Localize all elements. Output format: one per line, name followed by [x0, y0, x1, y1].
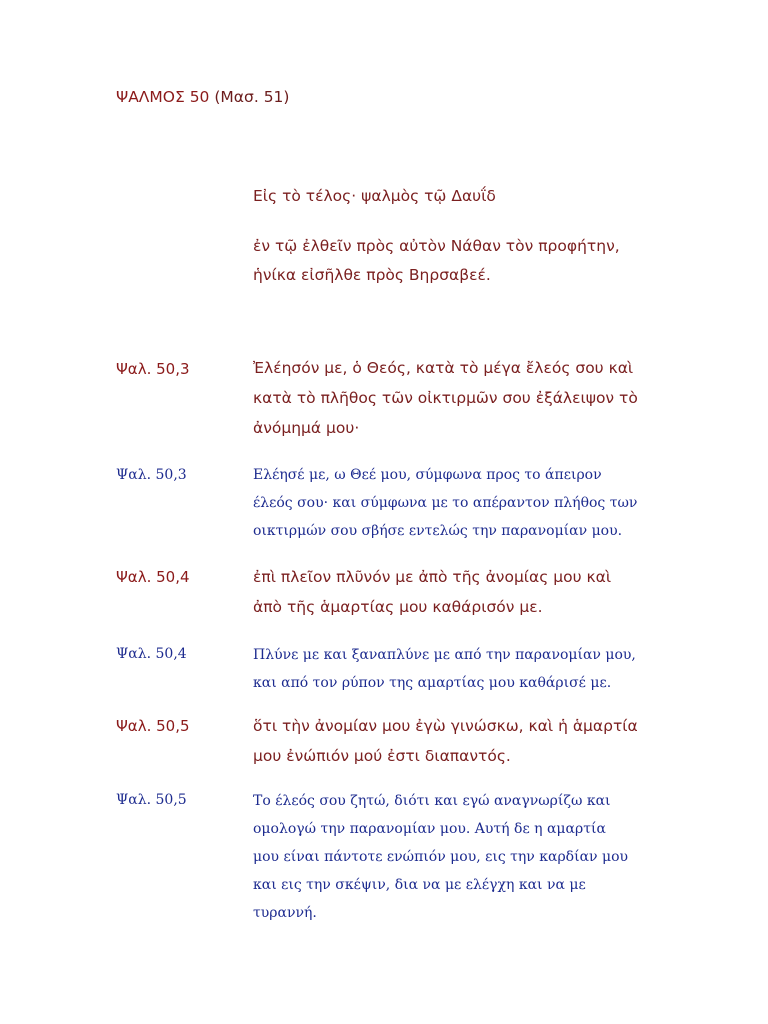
verse-line: ἐπὶ πλεῖον πλῦνόν με ἀπὸ τῆς ἀνομίας μου καὶ	[253, 568, 612, 586]
verse-translation-text	[253, 641, 673, 697]
psalm-title-masoretic: (Μασ. 51)	[214, 88, 290, 106]
superscription-line-1: Εἰς τὸ τέλος· ψαλμὸς τῷ Δαυΐδ	[253, 187, 496, 205]
verse-line: ἀνόμημά μου·	[253, 419, 360, 437]
verse-line: τυραννή.	[253, 905, 317, 921]
verse-original-text	[253, 353, 673, 443]
verse-line: ἀπὸ τῆς ἁμαρτίας μου καθάρισόν με.	[253, 598, 543, 616]
verse-original-text	[253, 562, 673, 622]
verse-line: Πλύνε με και ξαναπλύνε με από την παρανομίαν μου,	[253, 647, 636, 663]
verse-line: και εις την σκέψιν, δια να με ελέγχη και να με	[253, 877, 586, 893]
verse-line: και από τον ρύπον της αμαρτίας μου καθάρισέ με.	[253, 675, 612, 691]
superscription-line-3: ἡνίκα εἰσῆλθε πρὸς Βηρσαβεέ.	[253, 266, 491, 284]
verse-ref: Ψαλ. 50,4	[116, 568, 190, 586]
verse-line: οικτιρμών σου σβήσε εντελώς την παρανομίαν μου.	[253, 523, 623, 539]
verse-line: Ελέησέ με, ω Θεέ μου, σύμφωνα προς το άπειρον	[253, 467, 602, 483]
verse-translation-text	[253, 461, 673, 545]
verse-ref: Ψαλ. 50,5	[116, 717, 190, 735]
psalm-title-main: ΨΑΛΜΟΣ 50	[116, 88, 210, 106]
verse-ref: Ψαλ. 50,5	[116, 792, 187, 808]
verse-line: ὅτι τὴν ἀνομίαν μου ἐγὼ γινώσκω, καὶ ἡ ἁμαρτία	[253, 717, 638, 735]
verse-line: κατὰ τὸ πλῆθος τῶν οἰκτιρμῶν σου ἐξάλειψον τὸ	[253, 389, 638, 407]
verse-ref: Ψαλ. 50,3	[116, 360, 190, 378]
verse-line: μου είναι πάντοτε ενώπιόν μου, εις την καρδίαν μου	[253, 849, 629, 865]
verse-line: Το έλεός σου ζητώ, διότι και εγώ αναγνωρίζω και	[253, 793, 611, 809]
superscription-line-2: ἐν τῷ ἐλθεῖν πρὸς αὐτὸν Νάθαν τὸν προφήτην,	[253, 237, 620, 255]
verse-line: έλεός σου· και σύμφωνα με το απέραντον πλήθος των	[253, 495, 638, 511]
verse-line: μου ἐνώπιόν μού ἐστι διαπαντός.	[253, 747, 511, 765]
verse-translation-text	[253, 787, 673, 927]
verse-ref: Ψαλ. 50,3	[116, 467, 187, 483]
psalm-title	[116, 88, 289, 106]
verse-ref: Ψαλ. 50,4	[116, 646, 187, 662]
verse-line: Ἐλέησόν με, ὁ Θεός, κατὰ τὸ μέγα ἔλεός σου καὶ	[253, 359, 634, 377]
verse-line: ομολογώ την παρανομίαν μου. Αυτή δε η αμαρτία	[253, 821, 606, 837]
verse-original-text	[253, 711, 673, 771]
